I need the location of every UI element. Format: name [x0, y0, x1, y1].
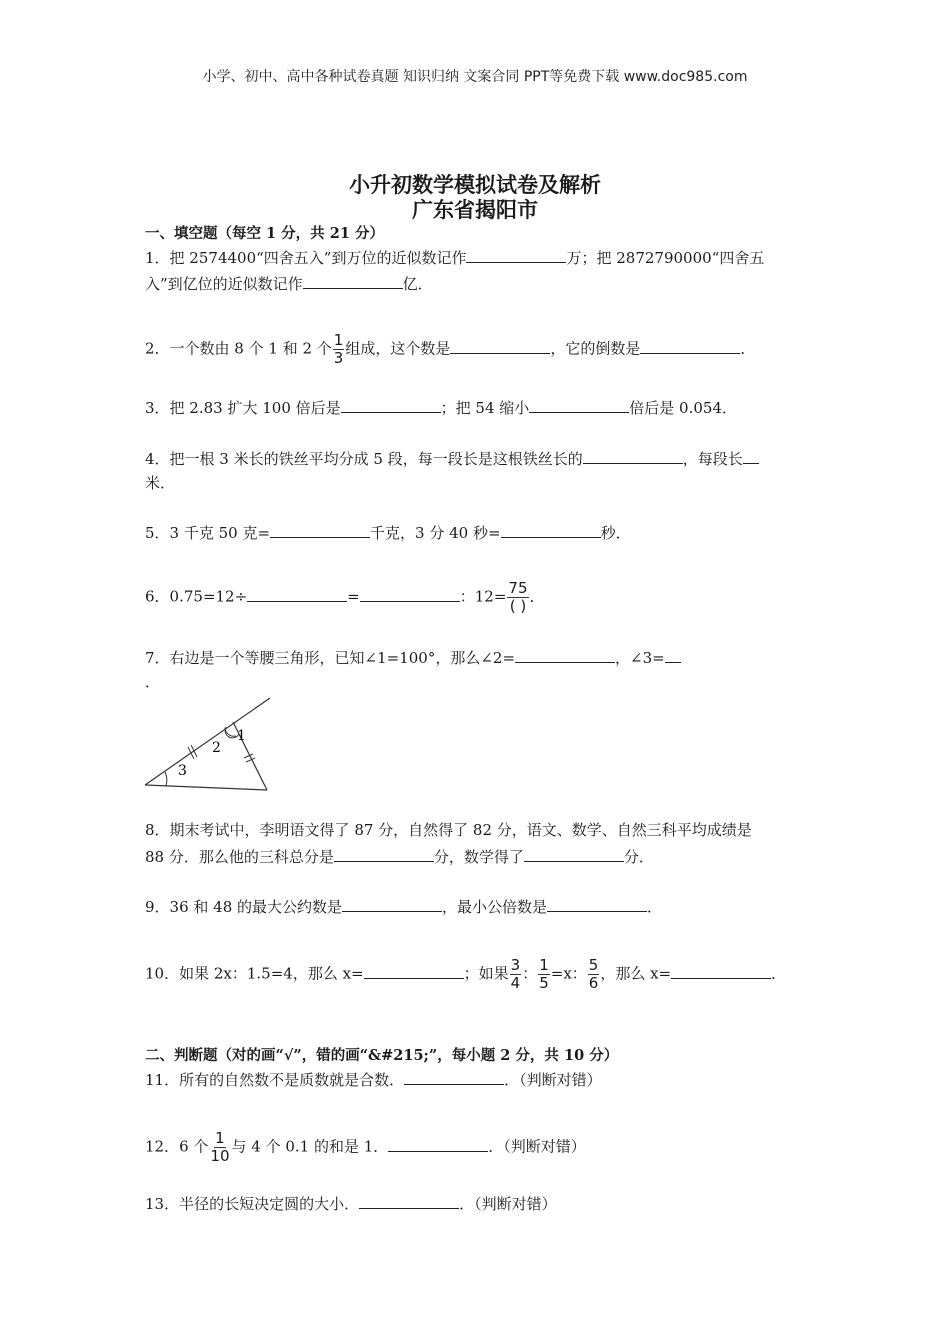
- question-6: 6．0.75=12÷ = ：12= $\frac{75}{( )}$ ．: [145, 579, 545, 615]
- tick-mark-right: [246, 758, 255, 762]
- answer-blank[interactable]: [515, 647, 615, 663]
- fraction: $\frac{75}{( )}$: [508, 579, 528, 615]
- answer-blank[interactable]: [359, 1193, 459, 1209]
- answer-blank[interactable]: [501, 522, 601, 538]
- question-8-line2: 88 分．那么他的三科总分是 分，数学得了 分．: [145, 848, 654, 866]
- answer-blank[interactable]: [388, 1136, 488, 1152]
- answer-blank[interactable]: [450, 338, 550, 354]
- page-header: 小学、初中、高中各种试卷真题 知识归纳 文案合同 PPT等免费下载 www.doc985.com: [202, 69, 748, 85]
- answer-blank[interactable]: [303, 273, 403, 289]
- answer-blank[interactable]: [524, 846, 624, 862]
- fraction: $\frac{1}{5}$: [539, 956, 549, 992]
- answer-blank[interactable]: [671, 963, 771, 979]
- angle-label-2: 2: [212, 740, 221, 756]
- answer-blank[interactable]: [583, 448, 683, 464]
- extended-side-line: [145, 698, 270, 785]
- isosceles-triangle-figure: [140, 690, 280, 800]
- answer-blank[interactable]: [247, 586, 347, 602]
- question-4-line1: 4．把一根 3 米长的铁丝平均分成 5 段，每一段长是这根铁丝长的 ，每段长: [145, 448, 759, 469]
- section-fill-blank-heading: 一、填空题（每空 1 分，共 21 分）: [145, 225, 384, 242]
- exam-title: 小升初数学模拟试卷及解析: [349, 172, 601, 197]
- question-7: 7．右边是一个等腰三角形，已知∠1=100°，那么∠2= ，∠3=: [145, 647, 681, 668]
- question-10: 10．如果 2x：1.5=4，那么 x= ；如果 $\frac{3}{4}$ ： $\frac{1}{5}$ =x： $\frac{5}{6}$ ，那么 x= ．: [145, 956, 787, 992]
- question-7-end: ．: [145, 673, 161, 691]
- answer-blank[interactable]: [341, 397, 441, 413]
- section-true-false-heading: 二、判断题（对的画“√”，错的画“&#215;”，每小题 2 分，共 10 分）: [145, 1047, 619, 1064]
- question-12: 12．6 个 $\frac{1}{10}$ 与 4 个 0.1 的和是 1． ．（判断对错）: [145, 1129, 586, 1165]
- answer-blank[interactable]: [334, 846, 434, 862]
- answer-blank[interactable]: [364, 963, 464, 979]
- base-line: [145, 785, 267, 790]
- question-3: 3．把 2.83 扩大 100 倍后是 ；把 54 缩小 倍后是 0.054．: [145, 399, 737, 417]
- question-13: 13．半径的长短决定圆的大小． ．（判断对错）: [145, 1195, 557, 1213]
- fraction: $\frac{1}{10}$: [210, 1129, 230, 1165]
- answer-blank[interactable]: [342, 896, 442, 912]
- question-8-line1: 8．期末考试中，李明语文得了 87 分，自然得了 82 分，语文、数学、自然三科平均成绩是: [145, 821, 752, 839]
- angle-3-arc: [165, 772, 167, 786]
- exam-subtitle: 广东省揭阳市: [412, 197, 538, 222]
- question-1-line1: 1．把 2574400“四舍五入”到万位的近似数记作 万；把 2872790000“四舍五: [145, 249, 765, 267]
- answer-blank[interactable]: [640, 338, 740, 354]
- question-11: 11．所有的自然数不是质数就是合数． ．（判断对错）: [145, 1071, 602, 1089]
- answer-blank[interactable]: [529, 397, 629, 413]
- answer-blank[interactable]: [743, 448, 759, 464]
- answer-blank[interactable]: [270, 522, 370, 538]
- question-4-line2: 米．: [145, 474, 176, 492]
- question-9: 9．36 和 48 的最大公约数是 ，最小公倍数是 ．: [145, 898, 663, 916]
- answer-blank[interactable]: [404, 1069, 504, 1085]
- answer-blank[interactable]: [360, 586, 460, 602]
- angle-label-1: 1: [237, 728, 246, 744]
- fraction: $\frac{3}{4}$: [510, 956, 521, 992]
- question-1-line2: 入”到亿位的近似数记作 亿．: [145, 275, 433, 293]
- tick-mark-right: [244, 754, 253, 758]
- answer-blank[interactable]: [547, 896, 647, 912]
- answer-blank[interactable]: [466, 247, 566, 263]
- question-2: 2．一个数由 8 个 1 和 2 个 $\frac{1}{3}$ 组成，这个数是 ，它的倒数是 ．: [145, 331, 756, 367]
- fraction: $\frac{1}{3}$: [333, 331, 344, 367]
- question-5: 5．3 千克 50 克= 千克，3 分 40 秒= 秒．: [145, 524, 631, 542]
- answer-blank[interactable]: [665, 647, 681, 663]
- angle-label-3: 3: [178, 763, 187, 779]
- fraction: $\frac{5}{6}$: [588, 956, 599, 992]
